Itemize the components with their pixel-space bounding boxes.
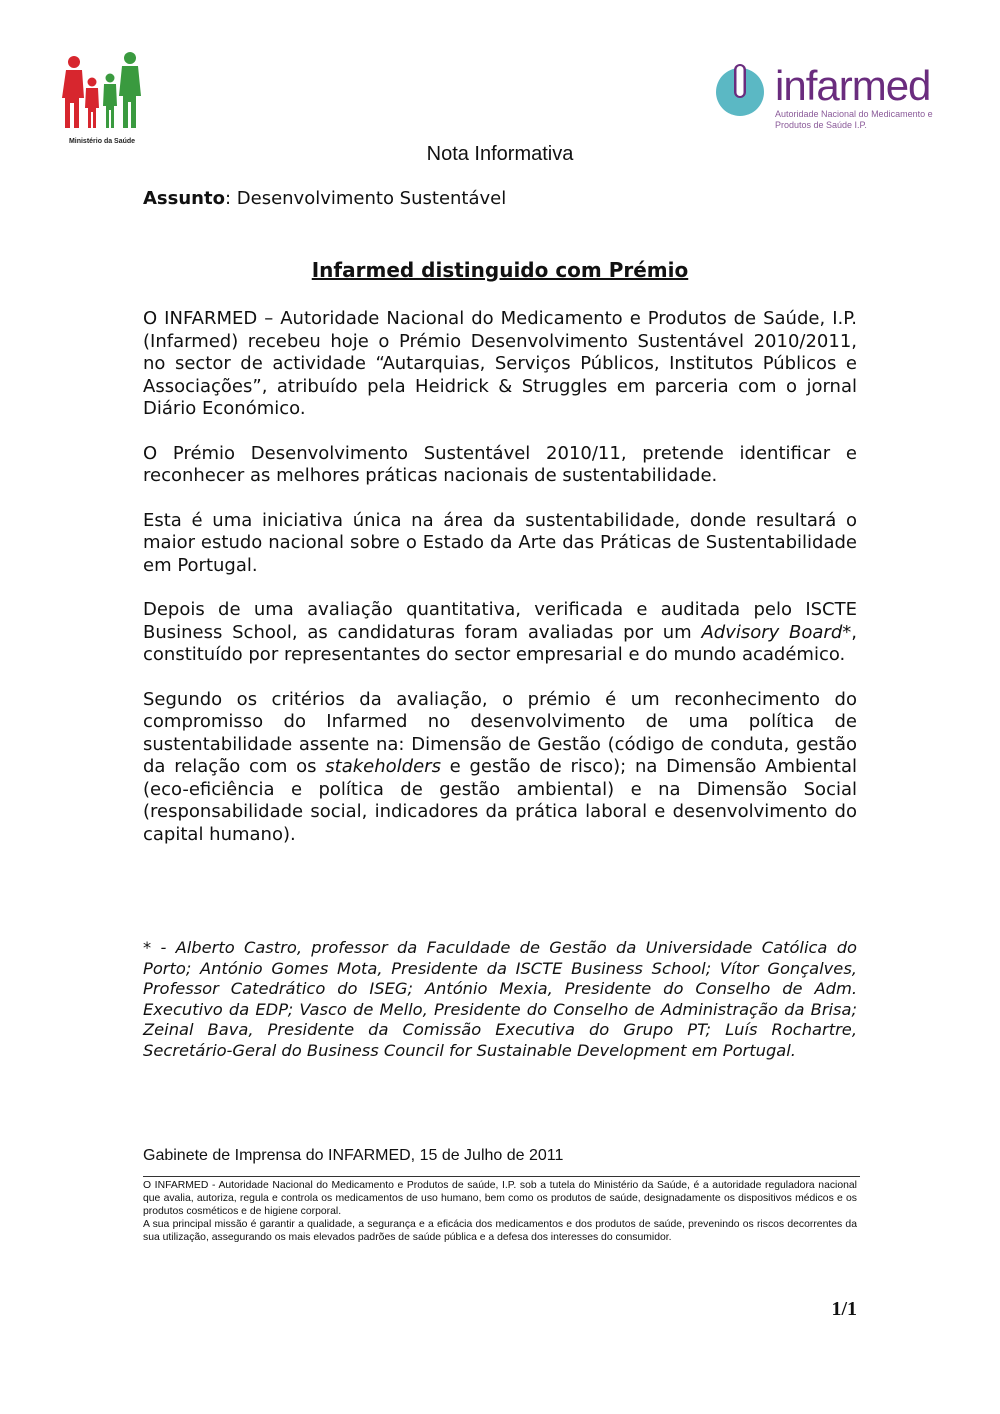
paragraph-4-text-b: *, constituído por representantes do sector empresarial e do mundo académico. bbox=[143, 621, 857, 665]
headline: Infarmed distinguido com Prémio bbox=[311, 258, 689, 282]
infarmed-tagline: Autoridade Nacional do Medicamento e Produtos de Saúde I.P. bbox=[775, 109, 933, 130]
disclaimer-line-1: O INFARMED - Autoridade Nacional do Medicamento e Produtos de saúde, I.P. sob a tutela do Ministério da Saúde, é a autoridade reguladora nacional que avalia, autoriza, regula e controla os medicamentos de uso humano, bem como os produtos de saúde, designadamente os dispositivos médicos e os produtos cosméticos e de higiene corporal. bbox=[143, 1180, 857, 1217]
paragraph-4-emphasis: Advisory Board bbox=[701, 621, 843, 643]
ministerio-da-saude-logo-icon bbox=[52, 48, 152, 148]
subject-value: : Desenvolvimento Sustentável bbox=[224, 188, 507, 209]
paragraph-5-text-b: e gestão de risco); na Dimensão Ambiental (eco-eficiência e política de gestão ambiental) e na Dimensão Social (responsabilidade social, indicadores da prática laboral e desenvolvimento do capital humano). bbox=[143, 756, 857, 845]
paragraph-5-text-a: Segundo os critérios da avaliação, o prémio é um reconhecimento do compromisso do Infarmed no desenvolvimento de uma política de sustentabilidade assente na: Dimensão de Gestão (código de conduta, gestão da relação com os bbox=[143, 688, 857, 777]
infarmed-wordmark: infarmed bbox=[775, 62, 931, 109]
paragraph-2: O Prémio Desenvolvimento Sustentável 2010/11, pretende identificar e reconhecer as melhores práticas nacionais de sustentabilidade. bbox=[143, 442, 857, 486]
paragraph-5-emphasis: stakeholders bbox=[325, 756, 441, 777]
page-number: 1/1 bbox=[831, 1298, 857, 1320]
ministry-caption: Ministério da Saúde bbox=[68, 138, 136, 145]
body-text bbox=[143, 308, 857, 868]
subject-line bbox=[143, 188, 506, 209]
paragraph-4-text-a: Depois de uma avaliação quantitativa, verificada e auditada pelo ISCTE Business School, as candidaturas foram avaliadas por um bbox=[143, 599, 857, 643]
footnote: * - Alberto Castro, professor da Faculdade de Gestão da Universidade Católica do Porto; António Gomes Mota, Presidente da ISCTE Business School; Vítor Gonçalves, Professor Catedrático do ISEG; António Mexia, Presidente do Conselho de Adm. Executivo da EDP; Vasco de Mello, Presidente do Conselho de Administração da Brisa; Zeinal Bava, Presidente da Comissão Executiva do Grupo PT; Luís Rochartre, Secretário-Geral do Business Council for Sustainable Development em Portugal. bbox=[143, 938, 857, 1060]
paragraph-1: O INFARMED – Autoridade Nacional do Medicamento e Produtos de Saúde, I.P. (Infarmed) recebeu hoje o Prémio Desenvolvimento Sustentável 2010/2011, no sector de actividade “Autarquias, Serviços Públicos, Institutos Públicos e Associações”, atribuído pela Heidrick & Struggles em parceria com o jornal Diário Económico. bbox=[143, 308, 857, 419]
subject-label: Assunto bbox=[143, 188, 225, 209]
paragraph-4 bbox=[143, 599, 857, 667]
disclaimer-line-2: A sua principal missão é garantir a qualidade, a segurança e a eficácia dos medicamentos e dos produtos de saúde, prevenindo os riscos decorrentes da sua utilização, assegurando os mais elevados padrões de saúde pública e a defesa dos interesses do consumidor. bbox=[143, 1219, 857, 1243]
paragraph-3: Esta é uma iniciativa única na área da sustentabilidade, donde resultará o maior estudo nacional sobre o Estado da Arte das Práticas de Sustentabilidade em Portugal. bbox=[143, 509, 857, 576]
footer-divider bbox=[143, 1176, 860, 1177]
document-type: Nota Informativa bbox=[426, 143, 574, 165]
paragraph-5 bbox=[143, 689, 857, 847]
press-office-line: Gabinete de Imprensa do INFARMED, 15 de Julho de 2011 bbox=[143, 1147, 564, 1164]
footer-disclaimer bbox=[143, 1179, 857, 1244]
